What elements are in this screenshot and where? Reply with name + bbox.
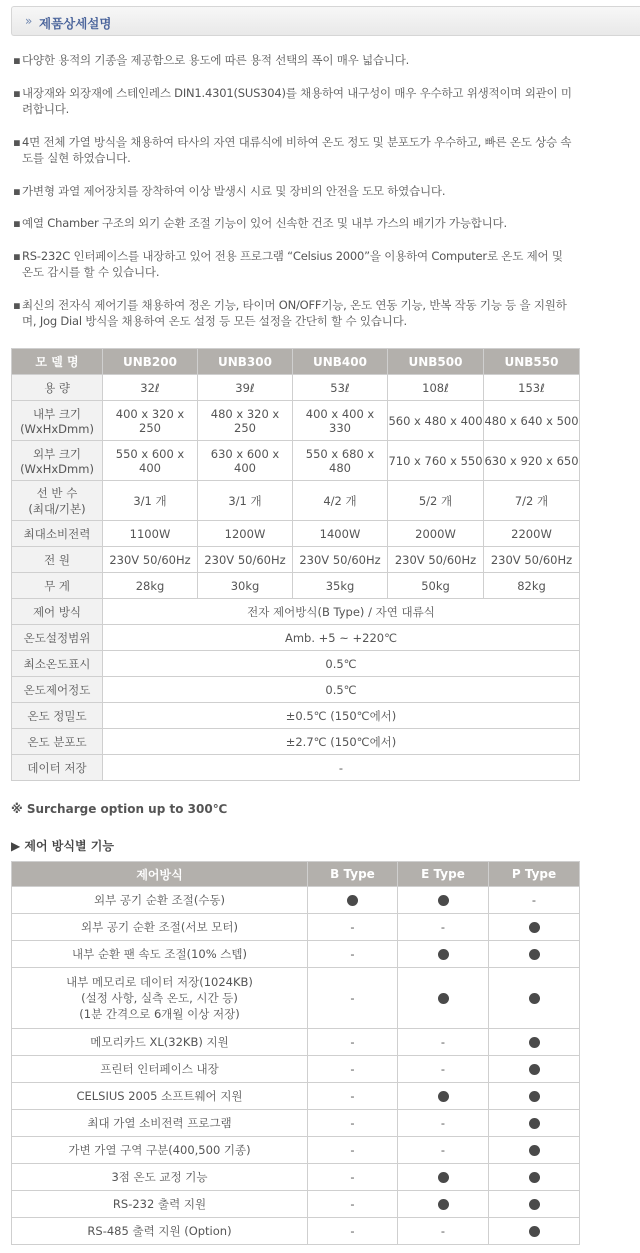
func-header-cell: 제어방식 [12,862,308,887]
func-row [12,887,580,914]
spec-row [12,677,580,703]
spec-row [12,729,580,755]
bullet-dot: ▪ [13,134,21,149]
spec-row [12,651,580,677]
spec-cell: 39ℓ [198,375,293,401]
spec-header-cell: UNB400 [293,349,388,375]
filled-circle-icon [529,1037,540,1048]
func-row-label: CELSIUS 2005 소프트웨어 지원 [12,1083,308,1110]
spec-cell: 4/2 개 [293,481,388,521]
bullet-text: 4면 전체 가열 방식을 채용하여 타사의 자연 대류식에 비하여 온도 정도 및 분포도가 우수하고, 빠른 온도 상승 속도를 실현 하였습니다. [22,134,572,165]
dash-mark: - [440,1224,446,1238]
func-cell [489,941,580,968]
spec-cell: 550 x 680 x 480 [293,441,388,481]
func-cell [308,968,398,1029]
filled-circle-icon [438,1091,449,1102]
filled-circle-icon [438,1172,449,1183]
spec-header-cell: UNB500 [388,349,484,375]
spec-cell: 480 x 320 x 250 [198,401,293,441]
func-cell [489,887,580,914]
spec-cell: 230V 50/60Hz [103,547,198,573]
spec-row-label: 외부 크기 (WxHxDmm) [12,441,103,481]
spec-row-label: 용 량 [12,375,103,401]
func-row-label: 내부 메모리로 데이터 저장(1024KB) (설정 사항, 실측 온도, 시간 등) (1분 간격으로 6개월 이상 저장) [12,968,308,1029]
dash-mark: - [440,920,446,934]
spec-row-label: 전 원 [12,547,103,573]
func-cell [489,1164,580,1191]
dash-mark: - [350,1062,355,1076]
spec-row-label: 최소온도표시 [12,651,103,677]
func-row [12,1191,580,1218]
spec-cell: 230V 50/60Hz [198,547,293,573]
bullet-dot: ▪ [13,216,21,230]
spec-cell: ±0.5℃ (150℃에서) [103,703,580,729]
func-row [12,968,580,1029]
filled-circle-icon [529,922,540,933]
spec-cell: 230V 50/60Hz [484,547,580,573]
spec-row [12,547,580,573]
section-header [11,6,640,36]
spec-row-label: 무 게 [12,573,103,599]
spec-row [12,573,580,599]
dash-mark: - [350,991,355,1005]
func-cell [398,941,489,968]
spec-row-label: 내부 크기 (WxHxDmm) [12,401,103,441]
func-cell [308,1164,398,1191]
spec-cell: - [103,755,580,781]
spec-header-cell: UNB300 [198,349,293,375]
spec-cell: 630 x 920 x 650 [484,441,580,481]
dash-mark: - [350,1197,355,1211]
bullet-text: 가변형 과열 제어장치를 장착하여 이상 발생시 시료 및 장비의 안전을 도모 하였습니다. [22,183,446,198]
dash-mark: - [350,1116,355,1130]
filled-circle-icon [529,1199,540,1210]
func-cell [398,1083,489,1110]
dash-mark: - [440,1116,446,1130]
dash-mark: - [440,1143,446,1157]
spec-row [12,625,580,651]
func-row-label: RS-485 출력 지원 (Option) [12,1218,308,1245]
func-cell [398,1164,489,1191]
double-arrow-icon: » [25,14,33,28]
spec-cell: 400 x 320 x 250 [103,401,198,441]
function-table [11,861,580,1245]
func-cell [308,941,398,968]
filled-circle-icon [438,993,449,1004]
dash-mark: - [350,1170,355,1184]
spec-cell: 2000W [388,521,484,547]
func-cell [308,914,398,941]
bullet-item [13,85,573,118]
spec-row [12,481,580,521]
spec-cell: 1200W [198,521,293,547]
func-cell [489,1218,580,1245]
dash-mark: - [350,1089,355,1103]
func-cell [308,887,398,914]
bullet-dot: ▪ [13,85,21,100]
func-cell [398,1137,489,1164]
spec-row-label: 온도제어정도 [12,677,103,703]
filled-circle-icon [438,949,449,960]
spec-row [12,599,580,625]
spec-cell: Amb. +5 ~ +220℃ [103,625,580,651]
func-cell [308,1056,398,1083]
func-cell [398,1191,489,1218]
spec-cell: 1100W [103,521,198,547]
dash-mark: - [350,1035,355,1049]
filled-circle-icon [529,1226,540,1237]
func-row [12,1083,580,1110]
dash-mark: - [440,1035,446,1049]
func-row-label: 내부 순환 팬 속도 조절(10% 스텝) [12,941,308,968]
bullet-dot: ▪ [13,53,21,67]
spec-cell: 35kg [293,573,388,599]
filled-circle-icon [529,993,540,1004]
func-row-label: 3점 온도 교정 기능 [12,1164,308,1191]
func-header-cell: P Type [489,862,580,887]
func-row-label: 외부 공기 순환 조절(서보 모터) [12,914,308,941]
spec-cell: 1400W [293,521,388,547]
bullet-text: 예열 Chamber 구조의 외기 순환 조절 기능이 있어 신속한 건조 및 내부 가스의 배기가 가능합니다. [22,216,507,230]
spec-cell: 50kg [388,573,484,599]
filled-circle-icon [529,1118,540,1129]
func-cell [489,968,580,1029]
dash-mark: - [350,920,355,934]
func-cell [398,887,489,914]
func-cell [489,1083,580,1110]
spec-cell: 153ℓ [484,375,580,401]
func-cell [398,1110,489,1137]
feature-list [13,52,573,346]
spec-row [12,521,580,547]
func-row [12,1137,580,1164]
func-cell [308,1029,398,1056]
section-title: ▶ 제어 방식별 기능 [11,839,114,853]
spec-cell: 7/2 개 [484,481,580,521]
bullet-item [13,134,573,167]
spec-cell: 30kg [198,573,293,599]
spec-row-label: 선 반 수 (최대/기본) [12,481,103,521]
spec-cell: 53ℓ [293,375,388,401]
spec-cell: 28kg [103,573,198,599]
func-header-cell: B Type [308,862,398,887]
func-row [12,1218,580,1245]
spec-cell: 480 x 640 x 500 [484,401,580,441]
spec-row [12,401,580,441]
func-cell [398,1056,489,1083]
filled-circle-icon [438,1199,449,1210]
func-row-label: 최대 가열 소비전력 프로그램 [12,1110,308,1137]
func-cell [398,1029,489,1056]
filled-circle-icon [529,949,540,960]
spec-header-cell: UNB200 [103,349,198,375]
spec-header-cell: 모 델 명 [12,349,103,375]
func-cell [398,914,489,941]
func-row [12,1056,580,1083]
dash-mark: - [350,1224,355,1238]
spec-row-label: 제어 방식 [12,599,103,625]
bullet-text: 최신의 전자식 제어기를 채용하여 정온 기능, 타이머 ON/OFF기능, 온도 연동 기능, 반복 작동 기능 등 을 지원하며, Jog Dial 방식을 채용하여 온도 설정 등 모든 설정을 간단히 할 수 있습니다. [22,297,567,328]
func-row-label: 프린터 인터페이스 내장 [12,1056,308,1083]
spec-cell: 전자 제어방식(B Type) / 자연 대류식 [103,599,580,625]
page-title: 제품상세설명 [39,16,112,31]
filled-circle-icon [529,1064,540,1075]
spec-cell: 400 x 400 x 330 [293,401,388,441]
bullet-text: RS-232C 인터페이스를 내장하고 있어 전용 프로그램 “Celsius 2000”을 이용하여 Computer로 온도 제어 및 온도 감시를 할 수 있습니다. [22,248,563,279]
bullet-dot: ▪ [13,248,21,263]
spec-cell: 230V 50/60Hz [388,547,484,573]
spec-cell: 2200W [484,521,580,547]
bullet-text: 다양한 용적의 기종을 제공함으로 용도에 따른 용적 선택의 폭이 매우 넓습니다. [22,53,410,67]
bullet-item [13,248,573,281]
bullet-item [13,297,573,330]
dash-mark: - [440,1062,446,1076]
filled-circle-icon [438,895,449,906]
spec-cell: 550 x 600 x 400 [103,441,198,481]
spec-cell: 82kg [484,573,580,599]
bullet-text: 내장재와 외장재에 스테인레스 DIN1.4301(SUS304)를 채용하여 내구성이 매우 우수하고 위생적이며 외관이 미려합니다. [22,85,572,116]
func-cell [398,1218,489,1245]
func-row-label: RS-232 출력 지원 [12,1191,308,1218]
spec-cell: 710 x 760 x 550 [388,441,484,481]
spec-row [12,375,580,401]
func-row [12,1110,580,1137]
bullet-item [13,52,573,69]
filled-circle-icon [347,895,358,906]
func-cell [489,1137,580,1164]
spec-cell: 0.5℃ [103,677,580,703]
func-cell [489,1191,580,1218]
bullet-item [13,215,573,232]
func-header-cell: E Type [398,862,489,887]
spec-table [11,348,580,781]
bullet-dot: ▪ [13,183,21,198]
func-cell [489,1029,580,1056]
spec-cell: 230V 50/60Hz [293,547,388,573]
spec-row [12,703,580,729]
func-cell [308,1083,398,1110]
filled-circle-icon [529,1091,540,1102]
func-row [12,1029,580,1056]
func-cell [398,968,489,1029]
spec-cell: 32ℓ [103,375,198,401]
func-row [12,941,580,968]
spec-row-label: 온도 정밀도 [12,703,103,729]
spec-cell: 3/1 개 [198,481,293,521]
bullet-item [13,183,573,200]
func-cell [308,1137,398,1164]
spec-cell: 560 x 480 x 400 [388,401,484,441]
bullet-dot: ▪ [13,297,21,312]
dash-mark: - [350,1143,355,1157]
spec-cell: ±2.7℃ (150℃에서) [103,729,580,755]
spec-cell: 0.5℃ [103,651,580,677]
func-row-label: 외부 공기 순환 조절(수동) [12,887,308,914]
dash-mark: - [350,947,355,961]
spec-row-label: 최대소비전력 [12,521,103,547]
spec-cell: 3/1 개 [103,481,198,521]
spec-row-label: 온도 분포도 [12,729,103,755]
spec-row-label: 온도설정범위 [12,625,103,651]
spec-cell: 108ℓ [388,375,484,401]
func-cell [489,1056,580,1083]
func-cell [308,1191,398,1218]
func-row-label: 메모리카드 XL(32KB) 지원 [12,1029,308,1056]
func-cell [308,1110,398,1137]
func-cell [308,1218,398,1245]
spec-row [12,441,580,481]
filled-circle-icon [529,1172,540,1183]
filled-circle-icon [529,1145,540,1156]
func-cell [489,914,580,941]
spec-cell: 630 x 600 x 400 [198,441,293,481]
func-row [12,914,580,941]
spec-cell: 5/2 개 [388,481,484,521]
spec-header-cell: UNB550 [484,349,580,375]
func-row [12,1164,580,1191]
spec-row-label: 데이터 저장 [12,755,103,781]
func-cell [489,1110,580,1137]
surcharge-note: ※ Surcharge option up to 300℃ [11,802,228,816]
func-row-label: 가변 가열 구역 구분(400,500 기종) [12,1137,308,1164]
spec-row [12,755,580,781]
dash-mark: - [531,893,537,907]
